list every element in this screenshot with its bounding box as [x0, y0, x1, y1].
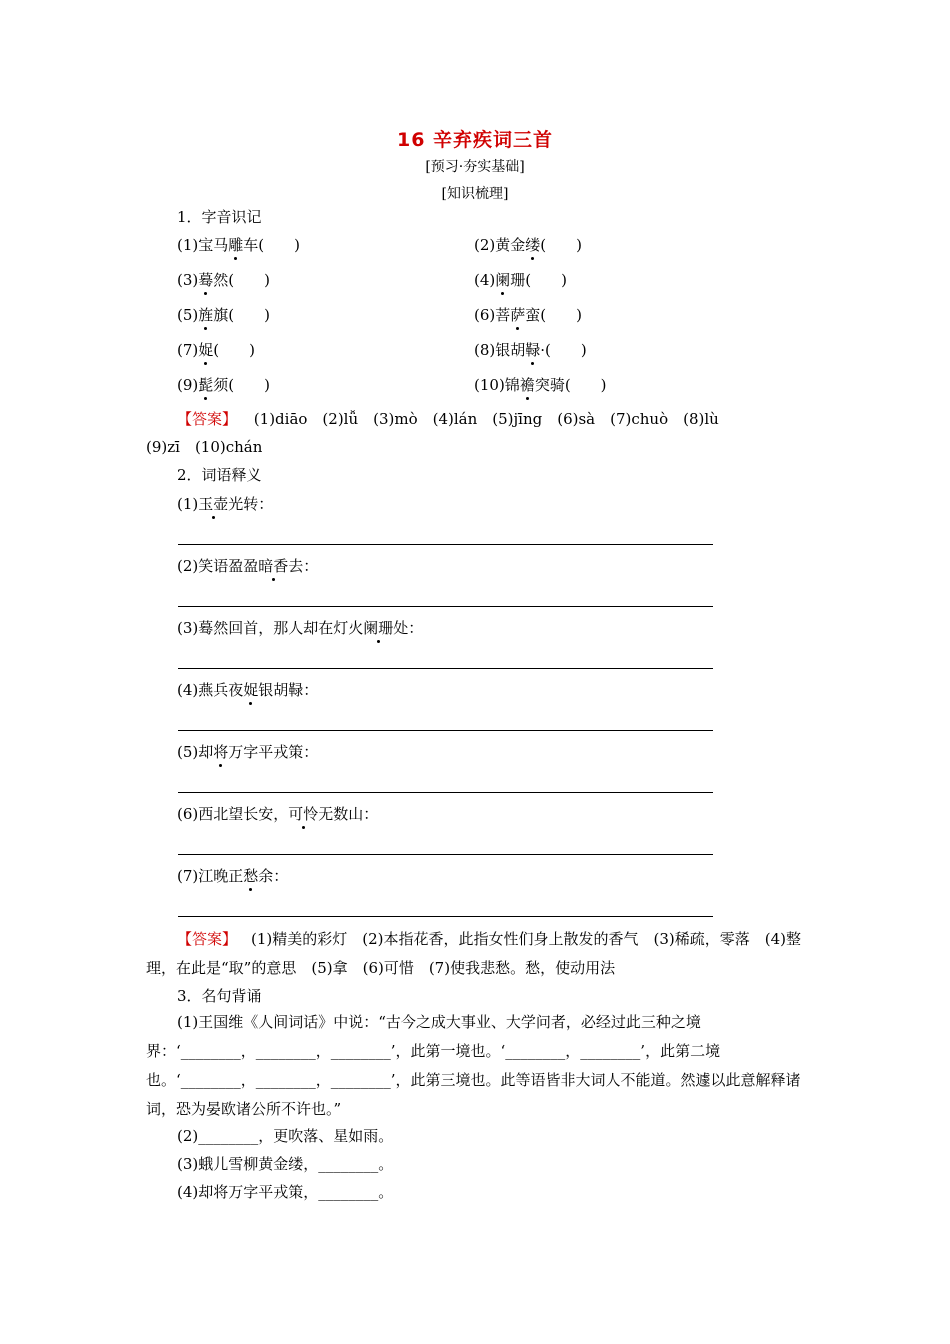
definition-item	[177, 803, 378, 824]
item-prefix: (1)	[177, 495, 199, 513]
item-prefix: (5)	[177, 306, 199, 324]
dotted-character: 缕	[525, 236, 541, 254]
item-prefix: (7)江晚正	[177, 867, 244, 885]
item-suffix: 处：	[393, 619, 424, 637]
item-prefix: (5)却	[177, 743, 214, 761]
answer-line[interactable]	[178, 606, 713, 607]
dotted-character: 雕	[228, 236, 244, 254]
pronunciation-item	[474, 234, 582, 255]
answer-line[interactable]	[178, 544, 713, 545]
recitation-item-2: (2)________，更吹落、星如雨。	[177, 1127, 394, 1145]
item-suffix: 蛮( )	[525, 306, 582, 324]
item-prefix: (2)笑语盈盈	[177, 557, 259, 575]
definition-item	[177, 617, 423, 638]
item-suffix: 须( )	[213, 376, 270, 394]
section-1-heading: 1．字音识记	[177, 208, 262, 226]
item-prefix: (1)宝马	[177, 236, 229, 254]
item-prefix: (9)	[177, 376, 199, 394]
recitation-item-1: (1)王国维《人间词话》中说：“古今之成大事业、大学问者，必经过此三种之境界：‘________，________，________’，此第一境也。‘________，________’，此第二境也。‘________，________，________’，此第三境也。此等语皆非大词人不能道。然遽以此意解释诸词，恐为晏欧诸公所不许也。”	[146, 1013, 801, 1118]
answer-label: 【答案】	[177, 930, 238, 948]
section-tag-knowledge: [知识梳理]	[441, 186, 509, 202]
item-suffix: 去：	[288, 557, 319, 575]
pronunciation-item	[177, 374, 270, 395]
answer-1	[177, 408, 719, 429]
answer-text-cont: (9)zī (10)chán	[146, 438, 263, 456]
item-prefix: (4)燕兵夜	[177, 681, 244, 699]
dotted-character: 髭	[198, 376, 214, 394]
dotted-character: 娖	[198, 341, 214, 359]
answer-line[interactable]	[178, 916, 713, 917]
item-prefix: (3)蓦然回首，那人却在灯火	[177, 619, 364, 637]
dotted-character: 旌	[198, 306, 214, 324]
answer-line[interactable]	[178, 730, 713, 731]
item-suffix: 车( )	[243, 236, 300, 254]
item-prefix: (3)	[177, 271, 199, 289]
item-suffix: 突骑( )	[534, 376, 607, 394]
answer-line[interactable]	[178, 792, 713, 793]
dotted-word: 暗香	[258, 557, 289, 575]
dotted-word: 玉壶	[198, 495, 229, 513]
item-suffix: 然( )	[213, 271, 270, 289]
answer-line[interactable]	[178, 854, 713, 855]
answer-2	[146, 925, 810, 983]
item-prefix: (4)	[474, 271, 496, 289]
dotted-word: 将	[213, 743, 229, 761]
dotted-word: 可怜	[288, 805, 319, 823]
pronunciation-item	[474, 339, 587, 360]
item-suffix: ( )	[213, 341, 255, 359]
definition-item	[177, 679, 318, 700]
answer-line[interactable]	[178, 668, 713, 669]
pronunciation-item	[474, 304, 582, 325]
pronunciation-item	[177, 234, 300, 255]
section-3-heading: 3．名句背诵	[177, 987, 262, 1005]
dotted-word: 阑珊	[363, 619, 394, 637]
recitation-item-3: (3)蛾儿雪柳黄金缕，________。	[177, 1155, 394, 1173]
pronunciation-item	[474, 374, 607, 395]
dotted-character: 阑	[495, 271, 511, 289]
item-suffix: 旗( )	[213, 306, 270, 324]
page-title: 16 辛弃疾词三首	[396, 129, 554, 151]
item-suffix: 光转：	[228, 495, 274, 513]
dotted-character: 䩮	[525, 341, 541, 359]
item-suffix: ( )	[540, 236, 582, 254]
pronunciation-item	[474, 269, 567, 290]
item-suffix: ·( )	[540, 341, 587, 359]
item-prefix: (6)菩	[474, 306, 511, 324]
item-suffix: 万字平戎策：	[228, 743, 319, 761]
item-suffix: 珊( )	[510, 271, 567, 289]
item-prefix: (6)西北望长安，	[177, 805, 289, 823]
item-suffix: 银胡䩮：	[258, 681, 319, 699]
definition-item	[177, 555, 318, 576]
pronunciation-item	[177, 304, 270, 325]
definition-item	[177, 741, 318, 762]
dotted-word: 愁	[243, 867, 259, 885]
pronunciation-item	[177, 269, 270, 290]
item-suffix: 无数山：	[318, 805, 379, 823]
recitation-item-4: (4)却将万字平戎策，________。	[177, 1183, 394, 1201]
dotted-word: 娖	[243, 681, 259, 699]
dotted-character: 襜	[519, 376, 535, 394]
dotted-character: 蓦	[198, 271, 214, 289]
definition-item	[177, 493, 273, 514]
answer-text: (1)diāo (2)lǚ (3)mò (4)lán (5)jīng (6)sà (7)chuò (8)lù	[253, 410, 719, 428]
item-suffix: 余：	[258, 867, 289, 885]
item-prefix: (2)黄金	[474, 236, 526, 254]
section-2-heading: 2．词语释义	[177, 466, 262, 484]
item-prefix: (10)锦	[474, 376, 520, 394]
answer-label: 【答案】	[177, 410, 238, 428]
pronunciation-item	[177, 339, 255, 360]
section-tag-preview: [预习·夯实基础]	[425, 159, 525, 175]
dotted-character: 萨	[510, 306, 526, 324]
answer-text: (1)精美的彩灯 (2)本指花香，此指女性们身上散发的香气 (3)稀疏，零落 (4)整理，在此是“取”的意思 (5)拿 (6)可惜 (7)使我悲愁。愁，使动用法	[146, 930, 802, 977]
item-prefix: (8)银胡	[474, 341, 526, 359]
definition-item	[177, 865, 288, 886]
item-prefix: (7)	[177, 341, 199, 359]
